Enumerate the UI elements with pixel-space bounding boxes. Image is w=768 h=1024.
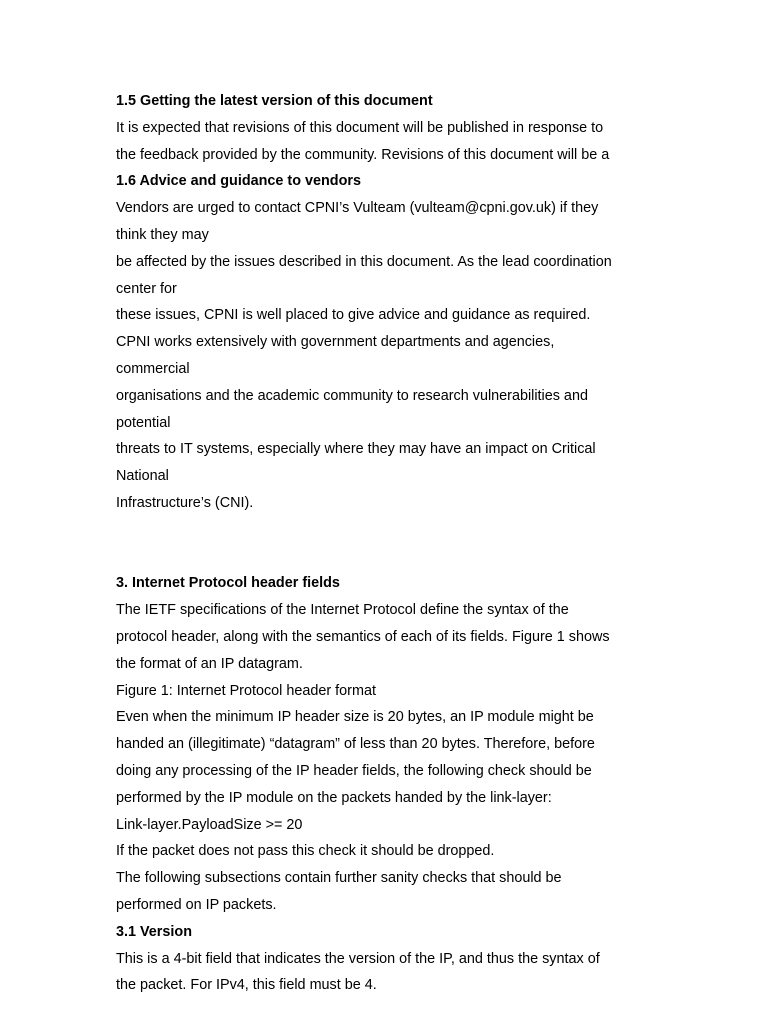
paragraph-line: Even when the minimum IP header size is 20 bytes, an IP module might be bbox=[116, 709, 594, 726]
paragraph-line: If the packet does not pass this check it should be dropped. bbox=[116, 843, 495, 860]
section-3-1 bbox=[116, 919, 676, 999]
paragraph-line: think they may bbox=[116, 226, 209, 243]
paragraph-line: Infrastructure’s (CNI). bbox=[116, 494, 254, 511]
paragraph-line: The IETF specifications of the Internet Protocol define the syntax of the bbox=[116, 602, 569, 619]
paragraph-line: the format of an IP datagram. bbox=[116, 655, 303, 672]
paragraph-line: protocol header, along with the semantics of each of its fields. Figure 1 shows bbox=[116, 628, 610, 645]
paragraph-line: Vendors are urged to contact CPNI’s Vulteam (vulteam@cpni.gov.uk) if they bbox=[116, 200, 599, 217]
paragraph-line: commercial bbox=[116, 360, 190, 377]
section-3 bbox=[116, 570, 676, 918]
paragraph-line: the feedback provided by the community. Revisions of this document will be a bbox=[116, 146, 610, 163]
figure-caption: Figure 1: Internet Protocol header format bbox=[116, 682, 376, 699]
paragraph-line: It is expected that revisions of this document will be published in response to bbox=[116, 119, 604, 136]
blank-line bbox=[116, 517, 676, 544]
paragraph-line: National bbox=[116, 468, 169, 485]
section-heading: 3.1 Version bbox=[116, 923, 192, 940]
check-expression: Link-layer.PayloadSize >= 20 bbox=[116, 816, 303, 833]
section-heading: 1.5 Getting the latest version of this document bbox=[116, 93, 433, 109]
paragraph-line: CPNI works extensively with government departments and agencies, bbox=[116, 334, 555, 351]
paragraph-line: be affected by the issues described in this document. As the lead coordination bbox=[116, 253, 612, 270]
section-heading: 1.6 Advice and guidance to vendors bbox=[116, 173, 361, 190]
blank-line bbox=[116, 544, 676, 571]
section-heading: 3. Internet Protocol header fields bbox=[116, 575, 340, 592]
paragraph-line: these issues, CPNI is well placed to give advice and guidance as required. bbox=[116, 307, 591, 324]
paragraph-line: performed by the IP module on the packets handed by the link-layer: bbox=[116, 789, 552, 806]
paragraph-line: handed an (illegitimate) “datagram” of less than 20 bytes. Therefore, before bbox=[116, 736, 595, 753]
paragraph-line: The following subsections contain further sanity checks that should be bbox=[116, 870, 562, 887]
section-1-5 bbox=[116, 88, 676, 168]
paragraph-line: organisations and the academic community to research vulnerabilities and bbox=[116, 387, 588, 404]
paragraph-line: center for bbox=[116, 280, 177, 297]
paragraph-line: doing any processing of the IP header fields, the following check should be bbox=[116, 762, 592, 779]
paragraph-line: threats to IT systems, especially where they may have an impact on Critical bbox=[116, 441, 596, 458]
paragraph-line: performed on IP packets. bbox=[116, 896, 277, 913]
paragraph-line: potential bbox=[116, 414, 171, 431]
paragraph-line: the packet. For IPv4, this field must be 4. bbox=[116, 977, 377, 994]
paragraph-line: This is a 4-bit field that indicates the version of the IP, and thus the syntax of bbox=[116, 950, 600, 967]
section-1-6 bbox=[116, 168, 676, 516]
document-page bbox=[116, 88, 676, 999]
